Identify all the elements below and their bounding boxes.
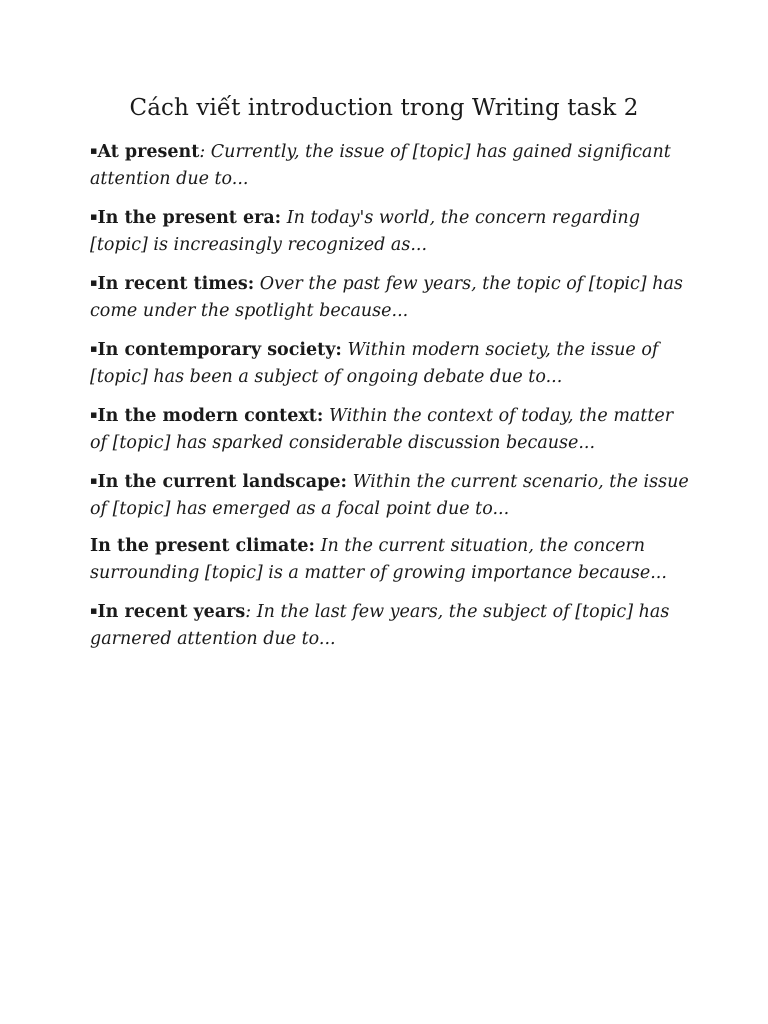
square-bullet-icon: ▪: [90, 342, 98, 355]
item-term: In recent years: [97, 602, 246, 622]
item-example-phrase: In the last few years, the subject of [topic] has garnered attention due to...: [90, 602, 670, 649]
item-example-phrase: Over the past few years, the topic of [topic] has come under the spotlight because...: [90, 274, 683, 321]
item-term: In contemporary society:: [97, 340, 342, 360]
item-separator: :: [245, 602, 257, 622]
item-example-phrase: Within the current scenario, the issue of [topic] has emerged as a focal point due to...: [90, 472, 689, 519]
item-term: In the modern context:: [97, 406, 324, 426]
square-bullet-icon: ▪: [90, 604, 98, 617]
list-item: [90, 269, 690, 325]
list-item: [90, 335, 690, 391]
square-bullet-icon: ▪: [90, 474, 98, 487]
list-item: [90, 203, 690, 259]
square-bullet-icon: ▪: [90, 210, 98, 223]
square-bullet-icon: ▪: [90, 144, 98, 157]
list-item: [90, 467, 690, 523]
item-example-phrase: Within modern society, the issue of [topic] has been a subject of ongoing debate due to...: [90, 340, 659, 387]
square-bullet-icon: ▪: [90, 408, 98, 421]
item-term: In recent times:: [97, 274, 255, 294]
item-term: In the present era:: [97, 208, 282, 228]
item-example-phrase: Within the context of today, the matter of [topic] has sparked considerable discussion because...: [90, 406, 674, 453]
phrase-list: [90, 137, 690, 663]
item-example-phrase: In today's world, the concern regarding [topic] is increasingly recognized as...: [90, 208, 640, 255]
square-bullet-icon: ▪: [90, 276, 98, 289]
item-example-phrase: In the current situation, the concern surrounding [topic] is a matter of growing importance because...: [90, 536, 667, 583]
document-title: Cách viết introduction trong Writing task 2: [129, 95, 639, 121]
item-term: In the current landscape:: [97, 472, 347, 492]
list-item: [90, 533, 690, 587]
list-item: [90, 597, 690, 653]
item-term: At present: [97, 142, 200, 162]
list-item: [90, 401, 690, 457]
item-separator: :: [199, 142, 211, 162]
item-example-phrase: Currently, the issue of [topic] has gained significant attention due to...: [90, 142, 671, 189]
item-term: In the present climate:: [90, 536, 315, 556]
list-item: [90, 137, 690, 193]
